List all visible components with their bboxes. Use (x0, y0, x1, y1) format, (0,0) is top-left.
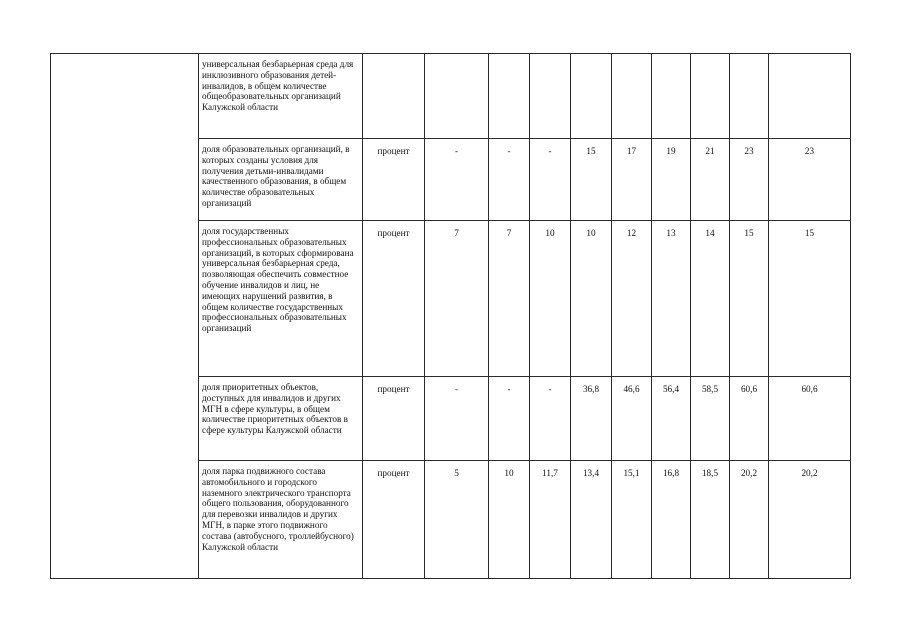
value-cell (769, 54, 851, 139)
value-cell: - (530, 377, 571, 461)
value-cell (730, 54, 769, 139)
value-cell: 36,8 (571, 377, 612, 461)
value-cell: - (425, 139, 489, 221)
value-cell (425, 54, 489, 139)
value-cell: 20,2 (730, 461, 769, 579)
value-cell: 10 (489, 461, 530, 579)
value-cell: 14 (691, 221, 730, 377)
value-cell: 5 (425, 461, 489, 579)
value-cell: 23 (730, 139, 769, 221)
value-cell (489, 54, 530, 139)
value-cell: 56,4 (652, 377, 691, 461)
value-cell (571, 54, 612, 139)
indicator-cell: доля государственных профессиональных образовательных организаций, в которых сформирована универсальная безбарьерная среда, позволяющая обеспечить совместное обучение инвалидов и лиц, не имеющих нарушений развития, в общем количестве государственных профессиональных образовательных организаций (199, 221, 363, 377)
indicators-table (50, 53, 851, 579)
unit-cell: процент (363, 221, 425, 377)
value-cell: - (530, 139, 571, 221)
value-cell: 19 (652, 139, 691, 221)
unit-cell: процент (363, 139, 425, 221)
value-cell: 7 (425, 221, 489, 377)
value-cell: 16,8 (652, 461, 691, 579)
value-cell: 10 (530, 221, 571, 377)
value-cell: 21 (691, 139, 730, 221)
value-cell: 46,6 (612, 377, 652, 461)
value-cell: 13,4 (571, 461, 612, 579)
indicator-cell: доля парка подвижного состава автомобильного и городского наземного электрического транспорта общего пользования, оборудованного для перевозки инвалидов и других МГН, в парке этого подвижного состава (автобусного, троллейбусного) Калужской области (199, 461, 363, 579)
value-cell: 15 (730, 221, 769, 377)
value-cell: 12 (612, 221, 652, 377)
value-cell: - (489, 139, 530, 221)
value-cell (612, 54, 652, 139)
value-cell: 13 (652, 221, 691, 377)
indicator-cell: доля образовательных организаций, в которых созданы условия для получения детьми-инвалидами качественного образования, в общем количестве образовательных организаций (199, 139, 363, 221)
value-cell (652, 54, 691, 139)
indicator-cell: универсальная безбарьерная среда для инклюзивного образования детей-инвалидов, в общем количестве общеобразовательных организаций Калужской области (199, 54, 363, 139)
value-cell: 11,7 (530, 461, 571, 579)
unit-cell: процент (363, 461, 425, 579)
value-cell: 7 (489, 221, 530, 377)
value-cell: 60,6 (769, 377, 851, 461)
indicator-cell: доля приоритетных объектов, доступных для инвалидов и других МГН в сфере культуры, в общем количестве приоритетных объектов в сфере культуры Калужской области (199, 377, 363, 461)
table-row (51, 54, 851, 139)
value-cell: - (489, 377, 530, 461)
value-cell: 23 (769, 139, 851, 221)
value-cell: 15,1 (612, 461, 652, 579)
value-cell: 15 (769, 221, 851, 377)
value-cell: 15 (571, 139, 612, 221)
value-cell: 60,6 (730, 377, 769, 461)
value-cell: 17 (612, 139, 652, 221)
value-cell: 10 (571, 221, 612, 377)
value-cell: - (425, 377, 489, 461)
value-cell: 58,5 (691, 377, 730, 461)
unit-cell: процент (363, 377, 425, 461)
value-cell: 18,5 (691, 461, 730, 579)
merged-blank-cell (51, 54, 199, 579)
unit-cell (363, 54, 425, 139)
value-cell (691, 54, 730, 139)
value-cell (530, 54, 571, 139)
value-cell: 20,2 (769, 461, 851, 579)
